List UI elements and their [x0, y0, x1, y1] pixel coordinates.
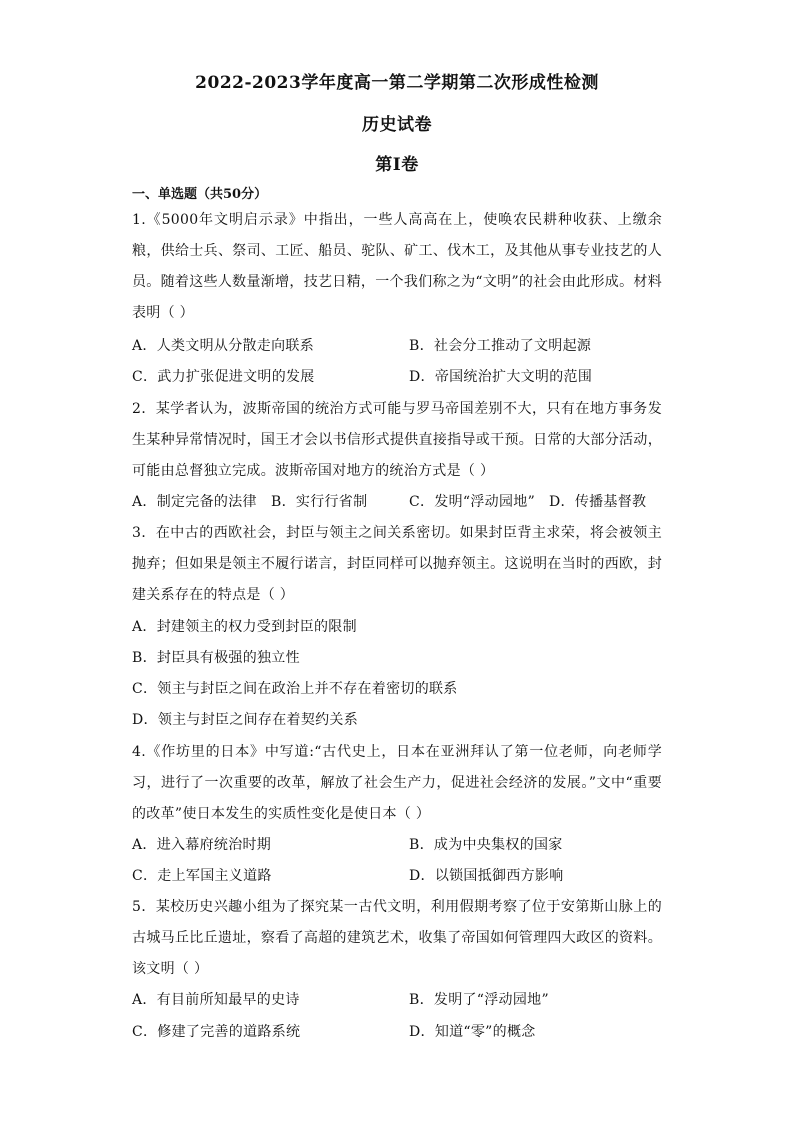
question-5-option-d[interactable]: D．知道“零”的概念 — [409, 1024, 536, 1040]
exam-title: 2022-2023学年度高一第二学期第二次形成性检测 — [195, 73, 599, 93]
subject-title: 历史试卷 — [362, 115, 432, 135]
question-3-option-a[interactable]: A．封建领主的权力受到封臣的限制 — [132, 619, 357, 635]
question-5-option-b[interactable]: B．发明了“浮动园地” — [409, 992, 549, 1008]
question-3-stem: 3．在中古的西欧社会，封臣与领主之间关系密切。如果封臣背主求荣，将会被领主抛弃；但如果是领主不履行诺言，封臣同样可以抛弃领主。这说明在当时的西欧，封建关系存在的特点是（ ） — [132, 525, 662, 603]
question-1-option-d[interactable]: D．帝国统治扩大文明的范围 — [409, 369, 593, 385]
question-3-option-d[interactable]: D．领主与封臣之间存在着契约关系 — [132, 712, 359, 728]
question-3-option-c[interactable]: C．领主与封臣之间在政治上并不存在着密切的联系 — [132, 681, 458, 697]
question-2-option-d[interactable]: D．传播基督教 — [549, 494, 647, 510]
question-2-option-b[interactable]: B．实行行省制 — [271, 494, 368, 510]
question-4-stem: 4.《作坊里的日本》中写道:“古代史上，日本在亚洲拜认了第一位老师，向老师学习，进行了一次重要的改革，解放了社会生产力，促进社会经济的发展。”文中“重要的改革”使日本发生的实质性变化是使日本（ ） — [132, 744, 662, 822]
section-heading: 一、单选题（共50分） — [132, 187, 268, 202]
question-2-option-a[interactable]: A．制定完备的法律 — [132, 494, 257, 510]
question-1-option-c[interactable]: C．武力扩张促进文明的发展 — [132, 369, 315, 385]
question-1-option-a[interactable]: A．人类文明从分散走向联系 — [132, 338, 315, 354]
question-4-option-b[interactable]: B．成为中央集权的国家 — [409, 837, 563, 853]
question-5-stem: 5．某校历史兴趣小组为了探究某一古代文明，利用假期考察了位于安第斯山脉上的古城马丘比丘遗址，察看了高超的建筑艺术，收集了帝国如何管理四大政区的资料。该文明（ ） — [132, 899, 662, 977]
question-1-stem: 1.《5000年文明启示录》中指出，一些人高高在上，使唤农民耕种收获、上缴余粮，供给士兵、祭司、工匠、船员、驼队、矿工、伐木工，及其他从事专业技艺的人员。随着这些人数量渐增，技艺日精，一个我们称之为“文明”的社会由此形成。材料表明（ ） — [132, 212, 662, 321]
question-5-option-c[interactable]: C．修建了完善的道路系统 — [132, 1024, 301, 1040]
question-4-option-a[interactable]: A．进入幕府统治时期 — [132, 837, 272, 853]
question-2-option-c[interactable]: C．发明“浮动园地” — [409, 494, 536, 510]
question-3-option-b[interactable]: B．封臣具有极强的独立性 — [132, 650, 300, 666]
question-4-option-d[interactable]: D．以锁国抵御西方影响 — [409, 868, 564, 884]
question-2-stem: 2．某学者认为，波斯帝国的统治方式可能与罗马帝国差别不大，只有在地方事务发生某种异常情况时，国王才会以书信形式提供直接指导或干预。日常的大部分活动，可能由总督独立完成。波斯帝国对地方的统治方式是（ ） — [132, 401, 662, 479]
question-1-option-b[interactable]: B．社会分工推动了文明起源 — [409, 338, 592, 354]
question-5-option-a[interactable]: A．有目前所知最早的史诗 — [132, 992, 300, 1008]
question-4-option-c[interactable]: C．走上军国主义道路 — [132, 868, 272, 884]
volume-title: 第I卷 — [375, 155, 419, 175]
